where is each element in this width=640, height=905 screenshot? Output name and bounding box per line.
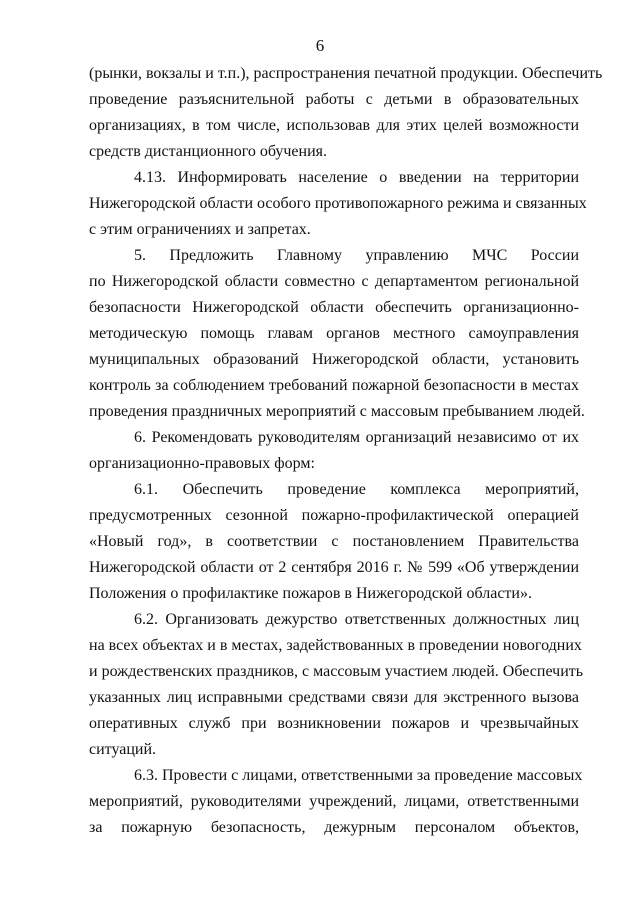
text-line: организационно-правовых форм: (89, 455, 315, 472)
text-line: 6.3. Провести с лицами, ответственными за проведение массовых (134, 767, 583, 784)
text-line: 6.2. Организовать дежурство ответственных должностных лиц (134, 611, 579, 628)
text-line: Положения о профилактике пожаров в Нижегородской области». (89, 585, 532, 602)
text-line: оперативных служб при возникновении пожаров и чрезвычайных (89, 715, 579, 732)
text-line: методическую помощь главам органов местного самоуправления (89, 325, 579, 342)
text-line: проведение разъяснительной работы с детьми в образовательных (89, 91, 579, 108)
text-line: контроль за соблюдением требований пожарной безопасности в местах (89, 377, 579, 394)
text-line: по Нижегородской области совместно с департаментом региональной (89, 273, 579, 290)
text-line: безопасности Нижегородской области обеспечить организационно- (89, 299, 579, 316)
text-line: Нижегородской области от 2 сентября 2016 г. № 599 «Об утверждении (89, 559, 579, 576)
text-line: указанных лиц исправными средствами связи для экстренного вызова (89, 689, 579, 706)
text-line: Нижегородской области особого противопожарного режима и связанных (89, 195, 587, 212)
text-line: 6. Рекомендовать руководителям организаций независимо от их (134, 429, 579, 446)
text-line: 6.1. Обеспечить проведение комплекса мероприятий, (134, 481, 579, 498)
text-line: 4.13. Информировать население о введении на территории (134, 169, 579, 186)
text-line: «Новый год», в соответствии с постановлением Правительства (89, 533, 579, 550)
text-line: за пожарную безопасность, дежурным персоналом объектов, (89, 819, 579, 836)
text-line: ситуаций. (89, 741, 157, 758)
text-line: и рождественских праздников, с массовым участием людей. Обеспечить (89, 663, 584, 680)
text-line: (рынки, вокзалы и т.п.), распространения печатной продукции. Обеспечить (89, 65, 603, 82)
text-line: организациях, в том числе, использовав для этих целей возможности (89, 117, 579, 134)
text-line: на всех объектах и в местах, задействованных в проведении новогодних (89, 637, 582, 654)
text-line: мероприятий, руководителями учреждений, лицами, ответственными (89, 793, 579, 810)
text-line: с этим ограничениях и запретах. (89, 221, 311, 238)
text-line: средств дистанционного обучения. (89, 143, 328, 160)
page-number: 6 (315, 36, 325, 55)
text-line: муниципальных образований Нижегородской области, установить (89, 351, 579, 368)
text-line: 5. Предложить Главному управлению МЧС России (134, 247, 579, 264)
text-line: проведения праздничных мероприятий с массовым пребыванием людей. (89, 403, 585, 420)
text-line: предусмотренных сезонной пожарно-профилактической операцией (89, 507, 579, 524)
